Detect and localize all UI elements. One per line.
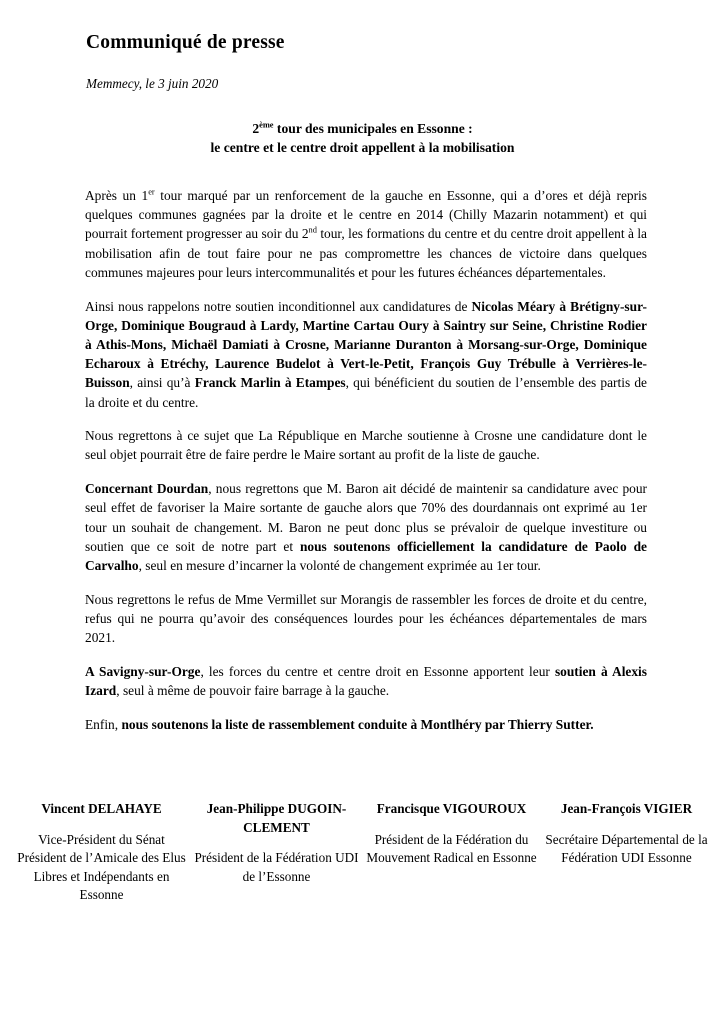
signatory-name: Jean-François VIGIER <box>560 801 693 816</box>
p4-segment-1: , nous regrettons que M. Baron ait décidé de maintenir sa candidature avec pour seul effet de favoriser la Maire sortante de gauche alors que 70% des dourdannais ont exprimé au 1er tour un souhait de changement. M. Baron ne peut donc plus se prévaloir de quelque investiture ou soutien que ce soit de notre part et <box>85 481 647 554</box>
signatory <box>539 800 714 868</box>
signatory <box>189 800 364 886</box>
page-title: Communiqué de presse <box>86 32 285 53</box>
paragraph-morangis: Nous regrettons le refus de Mme Vermillet sur Morangis de rassembler les forces de droite et du centre, refus qui ne pourra qu’avoir des conséquences lourdes pour les échéances départementales de mars 2021. <box>85 591 647 646</box>
signatory-name: Jean-Philippe DUGOIN-CLEMENT <box>206 801 347 835</box>
p4-segment-2: , seul en mesure d’incarner la volonté de changement exprimée au 1er tour. <box>138 557 541 573</box>
place-and-date: Memmecy, le 3 juin 2020 <box>86 76 219 91</box>
p2-candidate-marlin: Franck Marlin à Etampes <box>194 375 346 391</box>
document-body <box>85 186 647 734</box>
p1-ordinal-nd: nd <box>308 225 317 235</box>
p1-ordinal-er: er <box>148 187 155 197</box>
paragraph-lrem-crosne: Nous regrettons à ce sujet que La République en Marche soutienne à Crosne une candidature dont le seul objet pourrait être de faire perdre le Maire sortant au profit de la liste de gauche. <box>85 428 647 463</box>
subject-heading <box>80 120 645 157</box>
subject-line-1-ordinal-suffix: ème <box>259 120 274 130</box>
subject-line-1-text: tour des municipales en Essonne : <box>273 121 473 136</box>
signatory-role: Secrétaire Départemental de la Fédération UDI Essonne <box>545 831 708 866</box>
signatory-name: Vincent DELAHAYE <box>41 801 162 816</box>
signatory-role: Vice-Président du Sénat Président de l’Amicale des Elus Libres et Indépendants en Essonne <box>17 831 186 903</box>
p1-segment-3: tour, les formations du centre et du centre droit appellent à la mobilisation afin de tout faire pour ne pas compromettre les chances de victoire dans quelques communes majeures pour leurs intercommunalités et pour les futures échéances départementales. <box>85 226 647 280</box>
subject-line-2: le centre et le centre droit appellent à la mobilisation <box>210 139 515 155</box>
p4-support-carvalho: nous soutenons officiellement la candidature de Paolo de Carvalho <box>85 538 647 573</box>
p2-segment-1: Ainsi nous rappelons notre soutien inconditionnel aux candidatures de <box>85 298 472 314</box>
subject-line-1-number: 2 <box>252 121 260 136</box>
p6-support-izard: soutien à Alexis Izard <box>85 663 647 698</box>
signatory-role: Président de la Fédération UDI de l’Essonne <box>194 850 359 884</box>
p6-heading-savigny: A Savigny-sur-Orge <box>85 663 201 679</box>
subject-line-1 <box>80 120 645 139</box>
p2-segment-3: , qui bénéficient du soutien de l’ensemble des partis de la droite et du centre. <box>85 375 647 410</box>
p1-segment-1: Après un 1 <box>85 188 149 203</box>
p6-segment-2: , seul à même de pouvoir faire barrage à la gauche. <box>116 682 390 698</box>
paragraph-first-round <box>85 186 647 282</box>
p2-segment-2: , ainsi qu’à <box>129 375 195 391</box>
paragraph-endorsed-candidates <box>85 297 647 412</box>
p4-heading-dourdan: Concernant Dourdan <box>85 481 209 497</box>
p7-support-sutter: nous soutenons la liste de rassemblement conduite à Montlhéry par Thierry Sutter. <box>121 716 594 732</box>
p1-segment-2: tour marqué par un renforcement de la gauche en Essonne, qui a d’ores et déjà repris quelques communes gagnées par la droite et le centre en 2014 (Chilly Mazarin notamment) et qui pourrait fortement progresser au soir du 2 <box>85 188 647 242</box>
p7-segment-1: Enfin, <box>85 716 122 732</box>
p2-candidate-list: Nicolas Méary à Brétigny-sur-Orge, Dominique Bougraud à Lardy, Martine Cartau Oury à Saintry sur Seine, Christine Rodier à Athis-Mons, Michaël Damiati à Crosne, Marianne Duranton à Morsang-sur-Orge, Dominique Echaroux à Etréchy, Laurence Budelot à Vert-le-Petit, François Guy Trébulle à Verrières-le-Buisson <box>85 298 647 391</box>
signature-block <box>14 800 714 905</box>
paragraph-dourdan <box>85 479 647 575</box>
p6-segment-1: , les forces du centre et centre droit en Essonne apportent leur <box>200 663 555 679</box>
signatory <box>14 800 189 905</box>
paragraph-savigny-sur-orge <box>85 662 647 700</box>
signatory <box>364 800 539 868</box>
signatory-name: Francisque VIGOUROUX <box>376 801 527 816</box>
signatory-role: Président de la Fédération du Mouvement Radical en Essonne <box>366 831 537 866</box>
paragraph-montlhery <box>85 715 647 734</box>
